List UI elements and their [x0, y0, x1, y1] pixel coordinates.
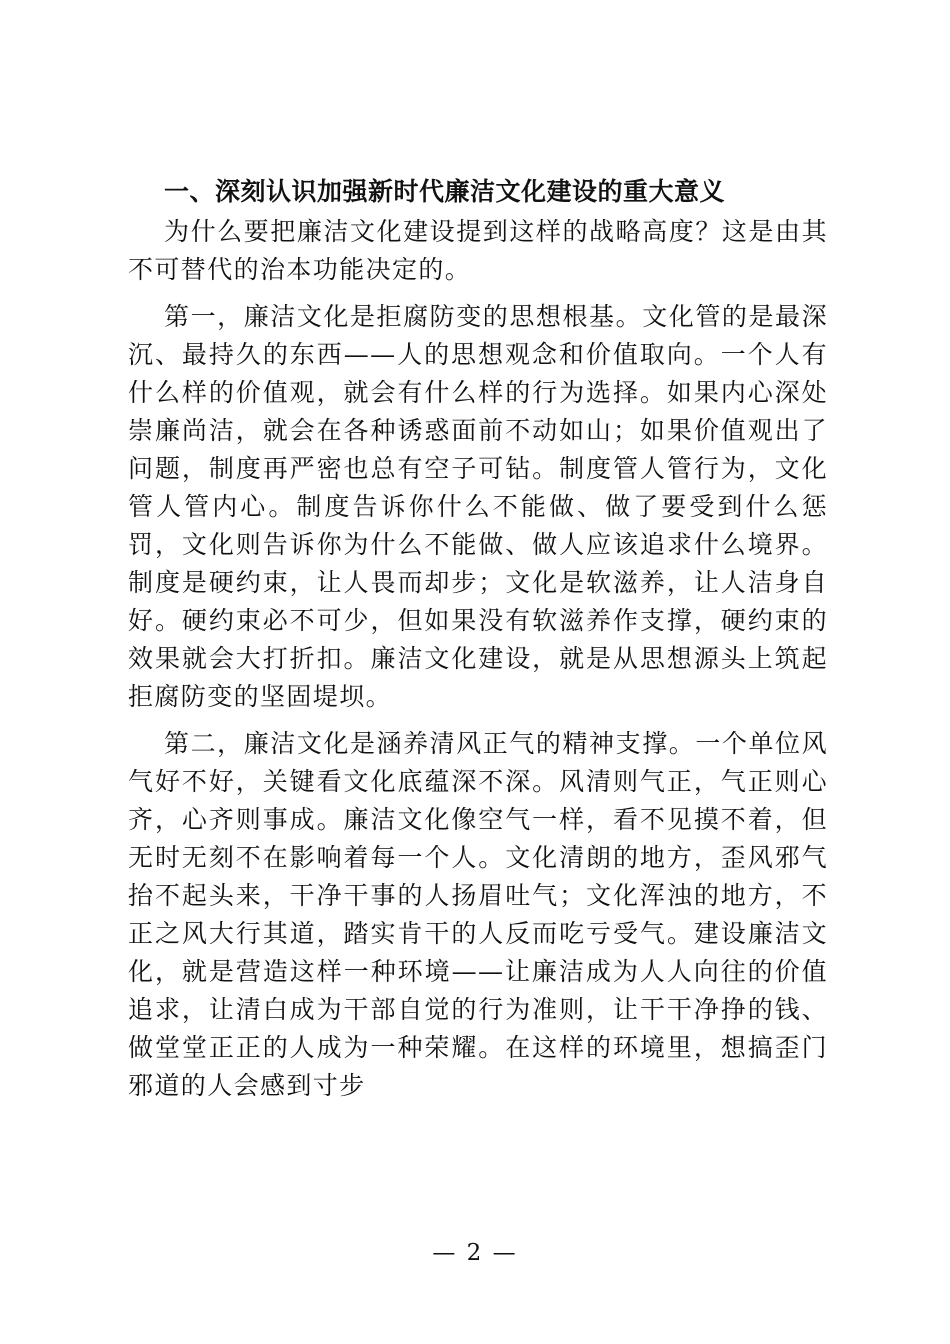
page-number: — 2 — [432, 1240, 518, 1266]
document-body [128, 171, 828, 1114]
paragraph-intro: 为什么要把廉洁文化建设提到这样的战略高度？这是由其不可替代的治本功能决定的。 [128, 217, 828, 284]
paragraph-second-point: 第二，廉洁文化是涵养清风正气的精神支撑。一个单位风气好不好，关键看文化底蕴深不深。风清则气正，气正则心齐，心齐则事成。廉洁文化像空气一样，看不见摸不着，但无时无刻不在影响着每一个人。文化清朗的地方，歪风邪气抬不起头来，干净干事的人扬眉吐气；文化浑浊的地方，不正之风大行其道，踏实肯干的人反而吃亏受气。建设廉洁文化，就是营造这样一种环境——让廉洁成为人人向往的价值追求，让清白成为干部自觉的行为准则，让干干净挣的钱、做堂堂正正的人成为一种荣耀。在这样的环境里，想搞歪门邪道的人会感到寸步 [128, 729, 828, 1100]
paragraph-first-point: 第一，廉洁文化是拒腐防变的思想根基。文化管的是最深沉、最持久的东西——人的思想观念和价值取向。一个人有什么样的价值观，就会有什么样的行为选择。如果内心深处崇廉尚洁，就会在各种诱惑面前不动如山；如果价值观出了问题，制度再严密也总有空子可钻。制度管人管行为，文化管人管内心。制度告诉你什么不能做、做了要受到什么惩罚，文化则告诉你为什么不能做、做人应该追求什么境界。制度是硬约束，让人畏而却步；文化是软滋养，让人洁身自好。硬约束必不可少，但如果没有软滋养作支撑，硬约束的效果就会大打折扣。廉洁文化建设，就是从思想源头上筑起拒腐防变的坚固堤坝。 [128, 302, 828, 711]
section-heading: 一、深刻认识加强新时代廉洁文化建设的重大意义 [164, 177, 726, 206]
